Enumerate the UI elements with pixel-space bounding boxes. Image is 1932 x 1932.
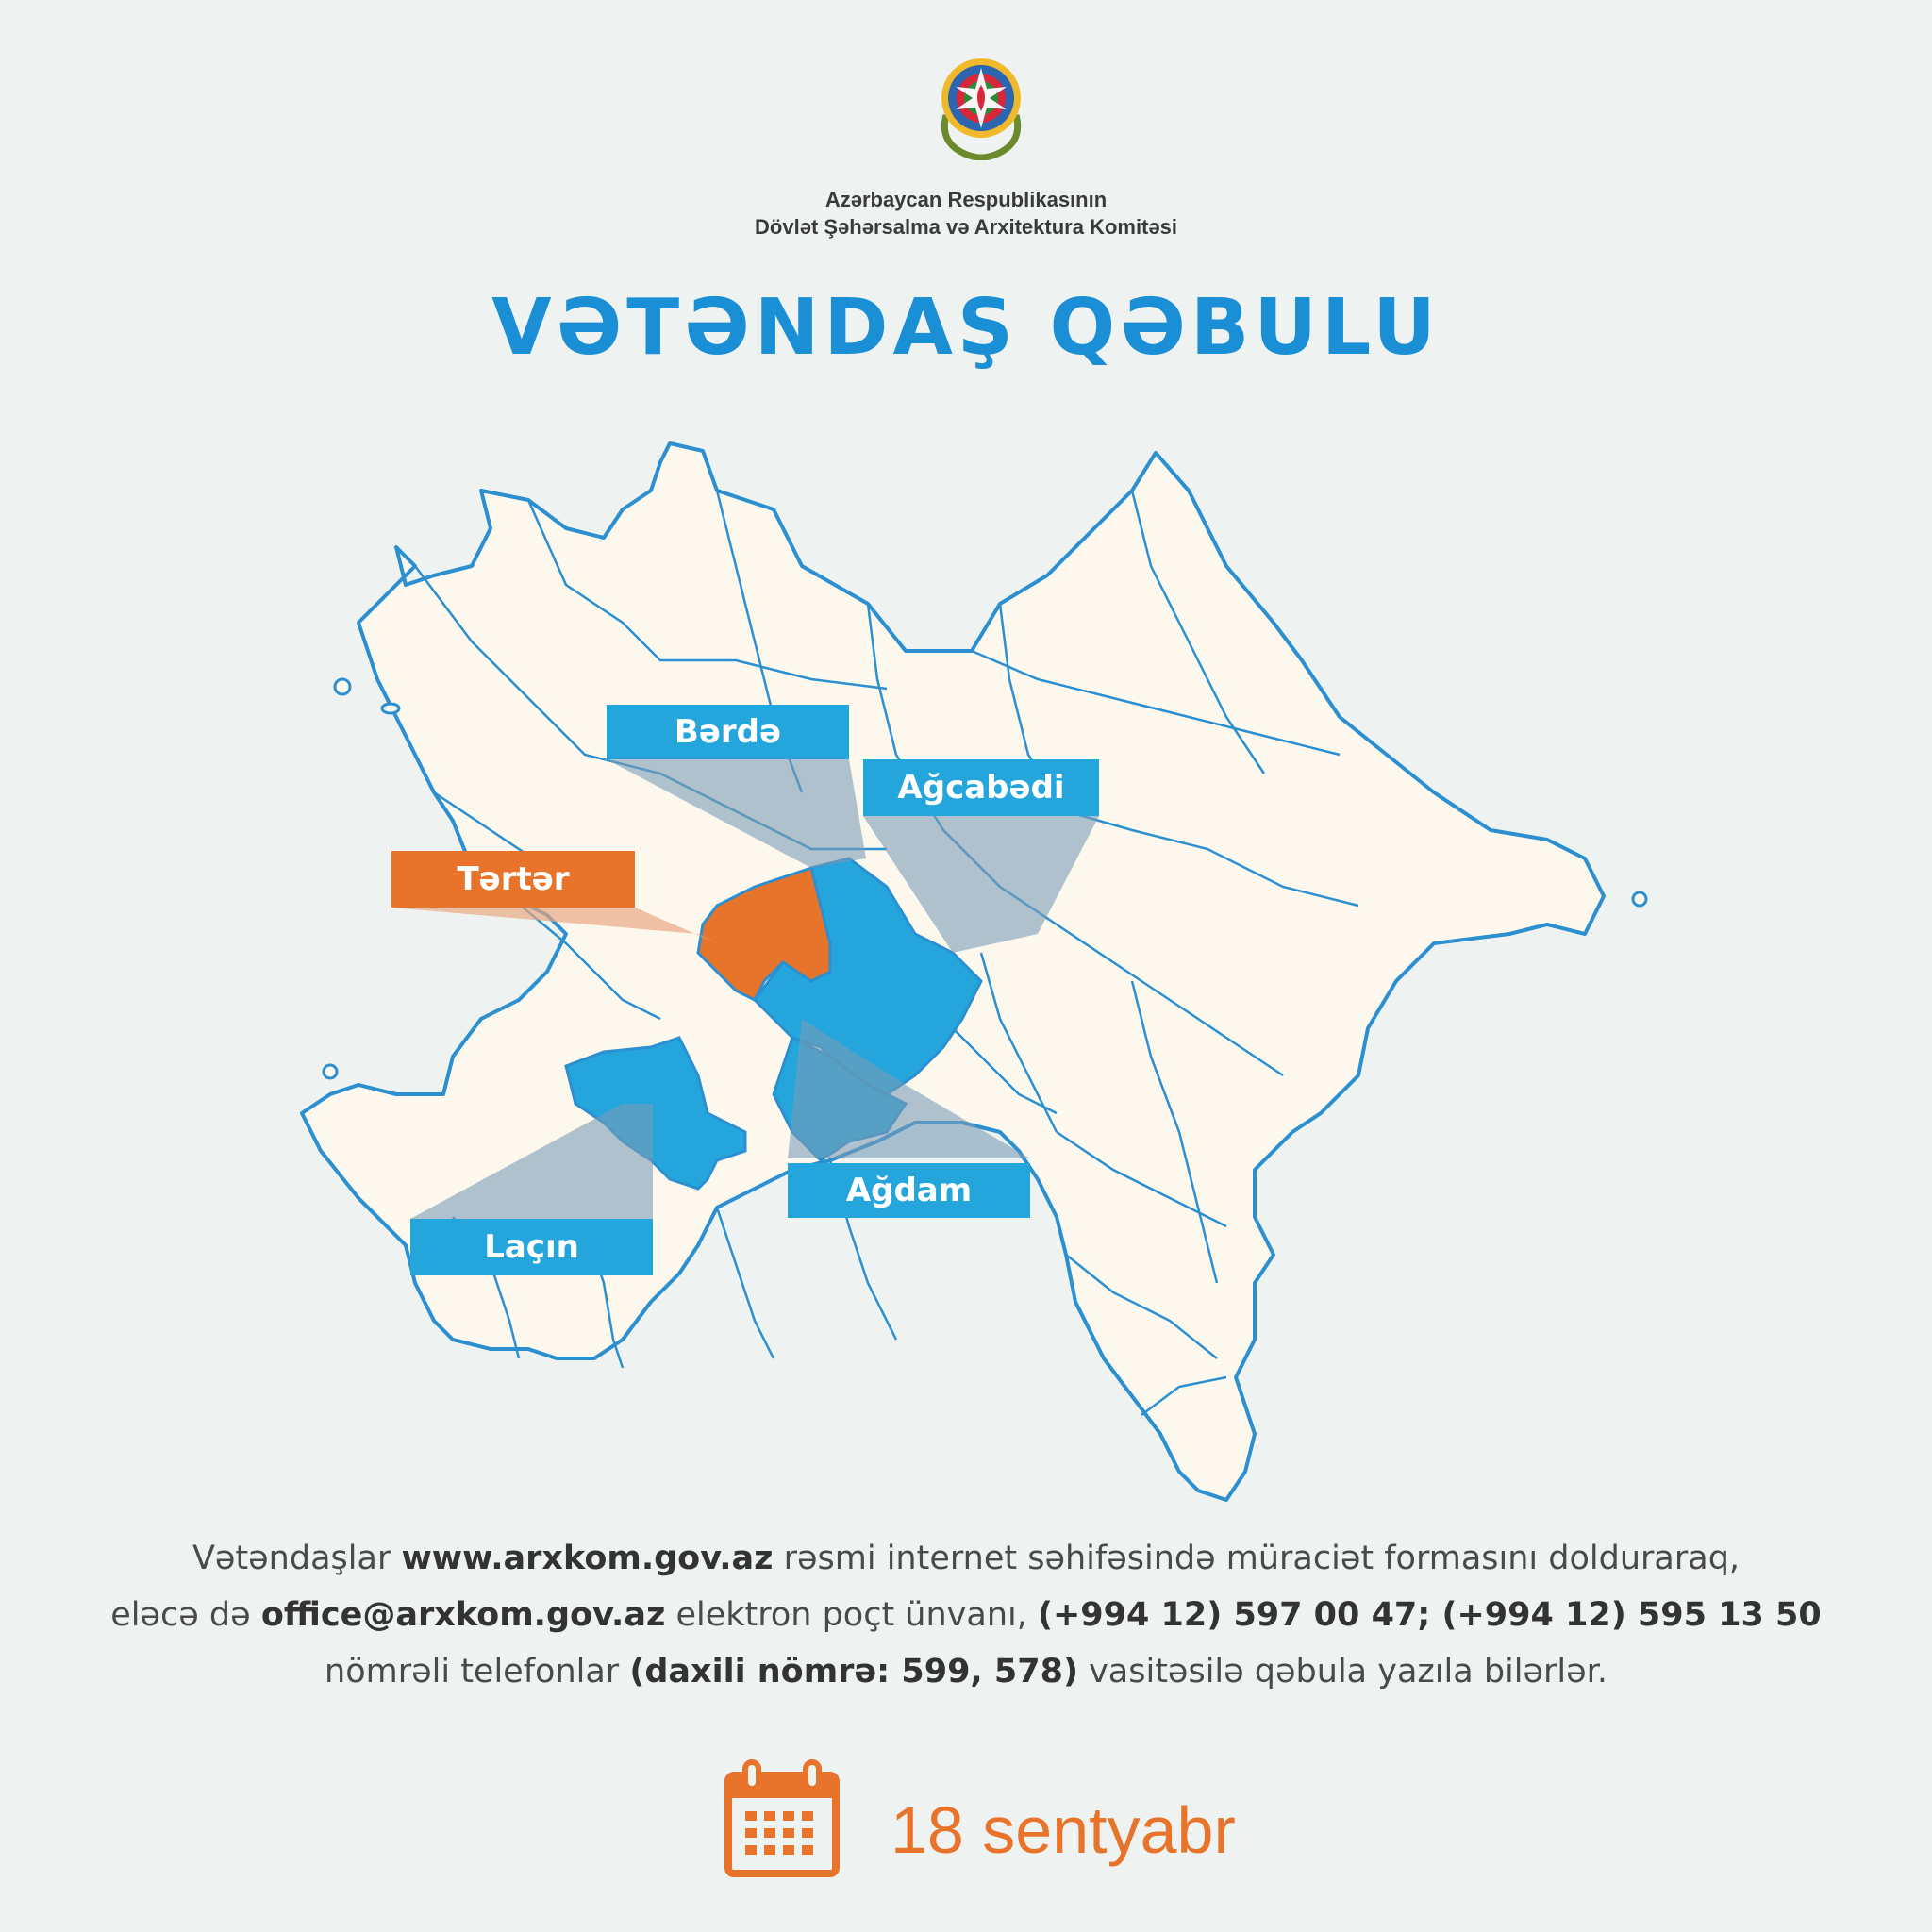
island [335,679,350,694]
info-line2 [57,1596,1875,1634]
email-link[interactable]: office@arxkom.gov.az [260,1596,666,1634]
label-agcabadi: Ağcabədi [863,759,1099,816]
info-line1 [57,1540,1875,1577]
info-text: rəsmi internet səhifəsində müraciət formasını dolduraraq, [773,1540,1740,1577]
label-tartar: Tərtər [391,851,635,908]
info-text: vasitəsilə qəbula yazıla bilərlər. [1077,1653,1607,1690]
page-title: VƏTƏNDAŞ QƏBULU [491,283,1441,373]
info-text: nömrəli telefonlar [325,1653,630,1690]
island [1633,892,1646,906]
label-agdam: Ağdam [788,1163,1030,1218]
calendar-icon [724,1758,840,1877]
website-link[interactable]: www.arxkom.gov.az [401,1540,774,1577]
info-text: eləcə də [110,1596,261,1634]
info-text: Vətəndaşlar [192,1540,402,1577]
organization-name-line1: Azərbaycan Respublikasının [824,188,1108,211]
organization-name-line2: Dövlət Şəhərsalma və Arxitektura Komitəsi [755,215,1177,239]
island [382,704,399,713]
info-text: elektron poçt ünvanı, [665,1596,1038,1634]
phone-numbers: (+994 12) 597 00 47; (+994 12) 595 13 50 [1037,1596,1822,1634]
label-barda: Bərdə [607,705,849,759]
extension-numbers: (daxili nömrə: 599, 578) [629,1653,1078,1690]
label-lachin: Laçın [410,1219,653,1275]
event-date: 18 sentyabr [891,1793,1236,1867]
island [324,1065,337,1078]
info-line3 [57,1653,1875,1690]
